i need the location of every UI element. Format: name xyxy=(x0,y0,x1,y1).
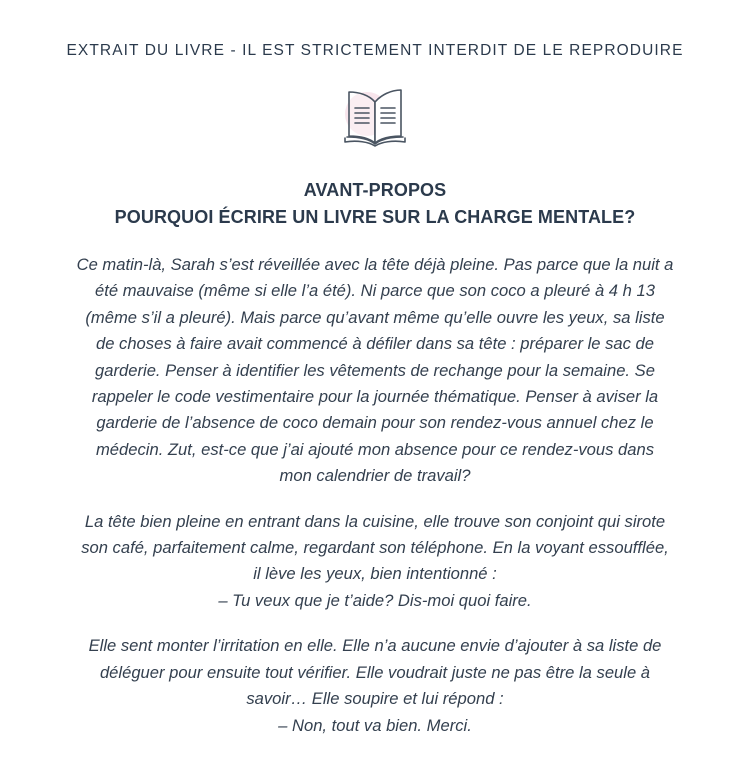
text-line: Elle sent monter l’irritation en elle. Elle n’a aucune envie d’ajouter à sa liste de xyxy=(88,636,662,656)
text-line: La tête bien pleine en entrant dans la cuisine, elle trouve son conjoint qui sirote xyxy=(84,511,666,531)
text-line: rappeler le code vestimentaire pour la journée thématique. Penser à aviser la xyxy=(91,387,659,407)
chapter-title: POURQUOI ÉCRIRE UN LIVRE SUR LA CHARGE MENTALE? xyxy=(114,207,636,227)
dialogue-line: – Tu veux que je t’aide? Dis-moi quoi faire. xyxy=(218,590,532,610)
text-line: déléguer pour ensuite tout vérifier. Elle voudrait juste ne pas être la seule à xyxy=(99,662,651,682)
text-line: garderie. Penser à identifier les vêtements de rechange pour la semaine. Se xyxy=(95,360,655,380)
dialogue-line: – Non, tout va bien. Merci. xyxy=(278,715,472,735)
text-line: mon calendrier de travail? xyxy=(279,466,471,486)
text-line: été mauvaise (même si elle l’a été). Ni parce que son coco a pleuré à 4 h 13 xyxy=(95,281,655,301)
text-line: garderie de l’absence de coco demain pour son rendez-vous annuel chez le xyxy=(96,413,654,433)
text-line: il lève les yeux, bien intentionné : xyxy=(253,564,497,584)
text-line: savoir… Elle soupire et lui répond : xyxy=(246,689,504,709)
text-line: son café, parfaitement calme, regardant son téléphone. En la voyant essoufflée, xyxy=(81,538,669,558)
chapter-headings xyxy=(0,177,750,231)
paragraph-2 xyxy=(36,509,714,615)
copyright-notice: EXTRAIT DU LIVRE - IL EST STRICTEMENT INTERDIT DE LE REPRODUIRE xyxy=(66,42,684,59)
open-book-icon xyxy=(341,86,409,148)
paragraph-3 xyxy=(36,633,714,739)
text-line: Ce matin-là, Sarah s’est réveillée avec la tête déjà pleine. Pas parce que la nuit a xyxy=(76,255,674,274)
paragraph-1 xyxy=(36,252,714,490)
text-line: de choses à faire avait commencé à défiler dans sa tête : préparer le sac de xyxy=(95,334,655,354)
text-line: (même s’il a pleuré). Mais parce qu’avant même qu’elle ouvre les yeux, sa liste xyxy=(85,307,665,327)
text-line: médecin. Zut, est-ce que j’ai ajouté mon absence pour ce rendez-vous dans xyxy=(95,439,655,459)
excerpt-body xyxy=(36,252,714,758)
section-heading: AVANT-PROPOS xyxy=(303,180,447,200)
